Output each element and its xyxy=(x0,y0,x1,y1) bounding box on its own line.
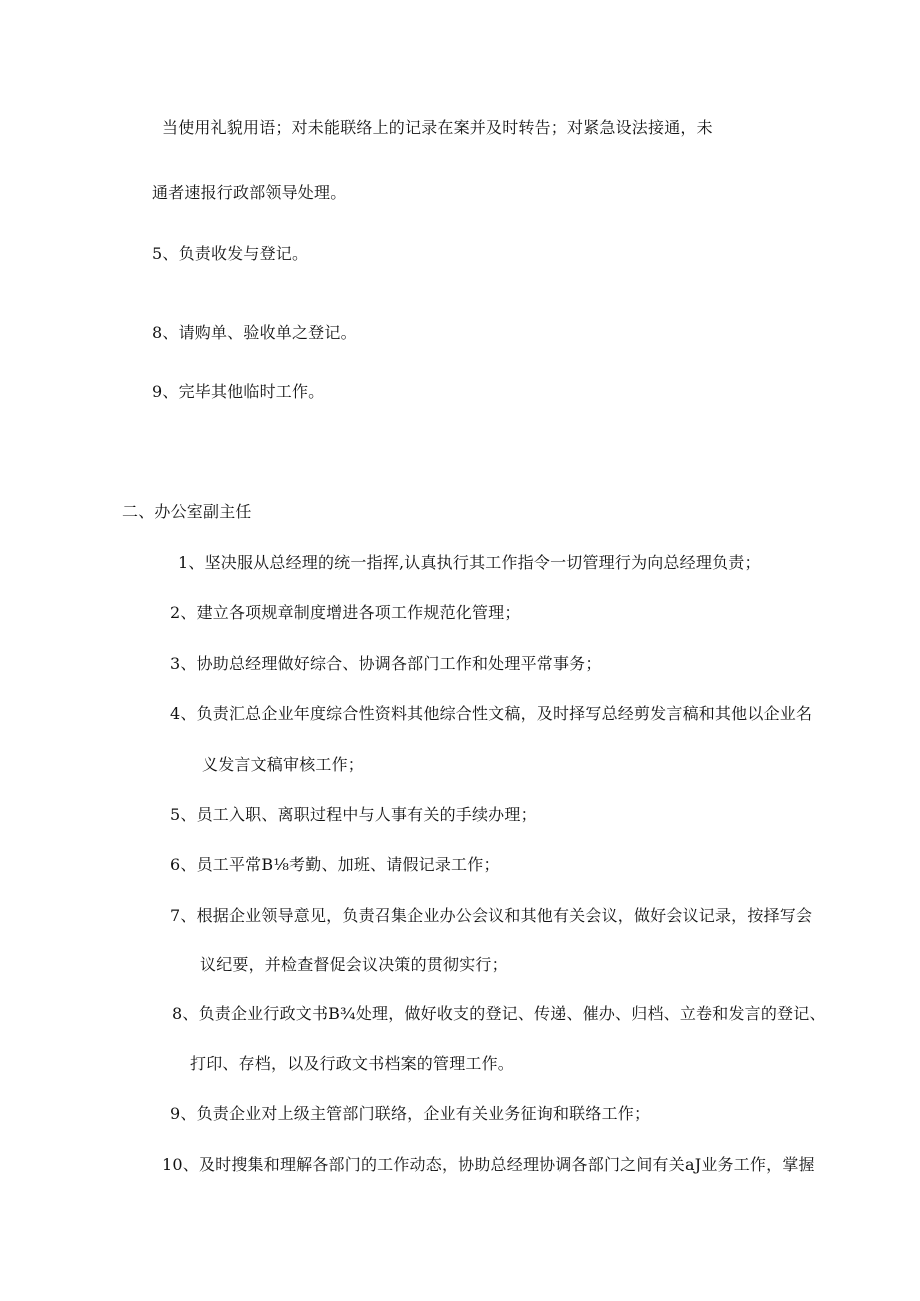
list-item: 2、建立各项规章制度增进各项工作规范化管理； xyxy=(170,603,521,622)
section-heading: 二、办公室副主任 xyxy=(122,502,252,521)
list-item-continuation: 义发言文稿审核工作； xyxy=(202,755,365,774)
list-item: 5、负责收发与登记。 xyxy=(152,244,309,263)
list-item: 9、完毕其他临时工作。 xyxy=(152,382,325,401)
list-item-continuation: 议纪要，并检查督促会议决策的贯彻实行； xyxy=(200,955,508,974)
list-item: 9、负责企业对上级主管部门联络，企业有关业务征询和联络工作； xyxy=(170,1104,651,1123)
list-item: 7、根据企业领导意见，负责召集企业办公会议和其他有关会议，做好会议记录，按择写会 xyxy=(170,906,813,925)
list-item-continuation: 打印、存档，以及行政文书档案的管理工作。 xyxy=(190,1054,515,1073)
text-line: 通者速报行政部领导处理。 xyxy=(152,183,347,202)
list-item: 3、协助总经理做好综合、协调各部门工作和处理平常事务； xyxy=(170,654,602,673)
list-item: 6、员工平常B⅛考勤、加班、请假记录工作； xyxy=(170,855,500,874)
list-item: 10、及时搜集和理解各部门的工作动态，协助总经理协调各部门之间有关aJ业务工作，掌握 xyxy=(162,1155,815,1174)
list-item: 4、负责汇总企业年度综合性资料其他综合性文稿，及时择写总经剪发言稿和其他以企业名 xyxy=(170,704,813,723)
list-item: 8、请购单、验收单之登记。 xyxy=(152,323,357,342)
list-item: 5、员工入职、离职过程中与人事有关的手续办理； xyxy=(170,805,537,824)
list-item: 1、坚决服从总经理的统一指挥,认真执行其工作指令一切管理行为向总经理负责； xyxy=(178,553,761,572)
text-line: 当使用礼貌用语；对未能联络上的记录在案并及时转告；对紧急设法接通，未 xyxy=(162,118,713,137)
list-item: 8、负责企业行政文书B¾处理，做好收支的登记、传递、催办、归档、立卷和发言的登记、 xyxy=(172,1004,826,1023)
